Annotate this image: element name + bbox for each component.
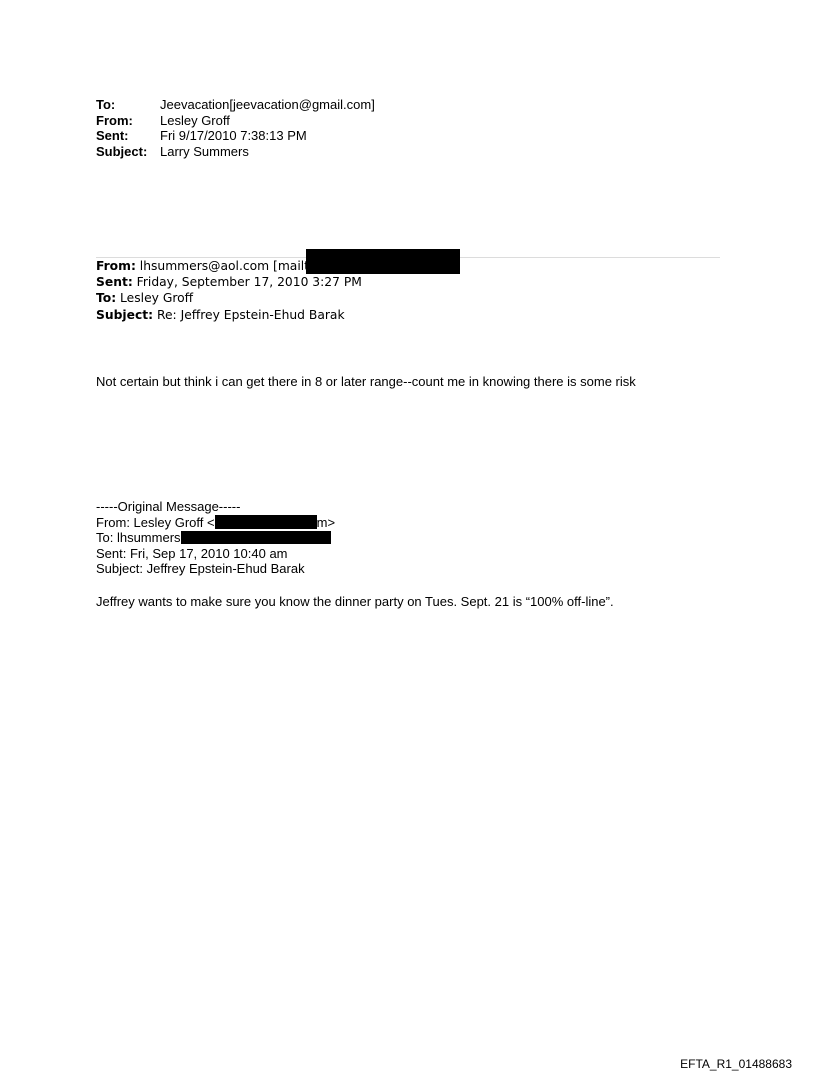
original-subject-line: Subject: Jeffrey Epstein-Ehud Barak [96,561,305,576]
original-message [96,499,335,577]
forwarded-header [96,258,362,323]
forwarded-from-value: lhsummers@aol.com [mailto [139,259,317,273]
forwarded-to-row [96,290,362,306]
header-from-value: Lesley Groff [160,112,230,128]
email-header [96,97,375,159]
header-sent-row [96,128,375,144]
forwarded-sent-row [96,274,362,290]
forwarded-subject-row [96,307,362,323]
forwarded-from-label: From: [96,259,136,273]
forwarded-from-row [96,258,362,274]
original-separator: -----Original Message----- [96,499,241,514]
original-from-row [96,515,335,531]
header-subject-value: Larry Summers [160,143,249,159]
reply-body: Not certain but think i can get there in 8 or later range--count me in knowing there is some risk [96,374,636,389]
header-to-row [96,97,375,113]
document-id: EFTA_R1_01488683 [680,1057,792,1071]
header-sent-label: Sent: [96,128,129,143]
header-to-label: To: [96,97,116,112]
forwarded-subject-label: Subject: [96,307,154,322]
original-to-row [96,530,335,546]
original-body: Jeffrey wants to make sure you know the dinner party on Tues. Sept. 21 is “100% off-line”. [96,594,614,609]
header-to-value: Jeevacation[jeevacation@gmail.com] [160,97,375,112]
forwarded-subject-value: Re: Jeffrey Epstein-Ehud Barak [156,307,345,322]
original-to-prefix: To: lhsummers [96,530,181,545]
header-sent-value: Fri 9/17/2010 7:38:13 PM [160,128,307,143]
header-from-label: From: [96,112,133,128]
forwarded-to-value: Lesley Groff [120,291,194,306]
redaction-to-email [181,531,331,544]
redaction-from-email [215,515,317,529]
original-from-suffix: m> [316,514,336,530]
header-subject-label: Subject: [96,143,148,159]
header-from-row [96,113,375,129]
original-from-prefix: From: Lesley Groff < [96,514,215,530]
forwarded-to-label: To: [96,291,117,306]
forwarded-sent-value: Friday, September 17, 2010 3:27 PM [136,275,362,290]
header-subject-row [96,144,375,160]
forwarded-sent-label: Sent: [96,275,133,290]
original-sent-line: Sent: Fri, Sep 17, 2010 10:40 am [96,545,288,561]
